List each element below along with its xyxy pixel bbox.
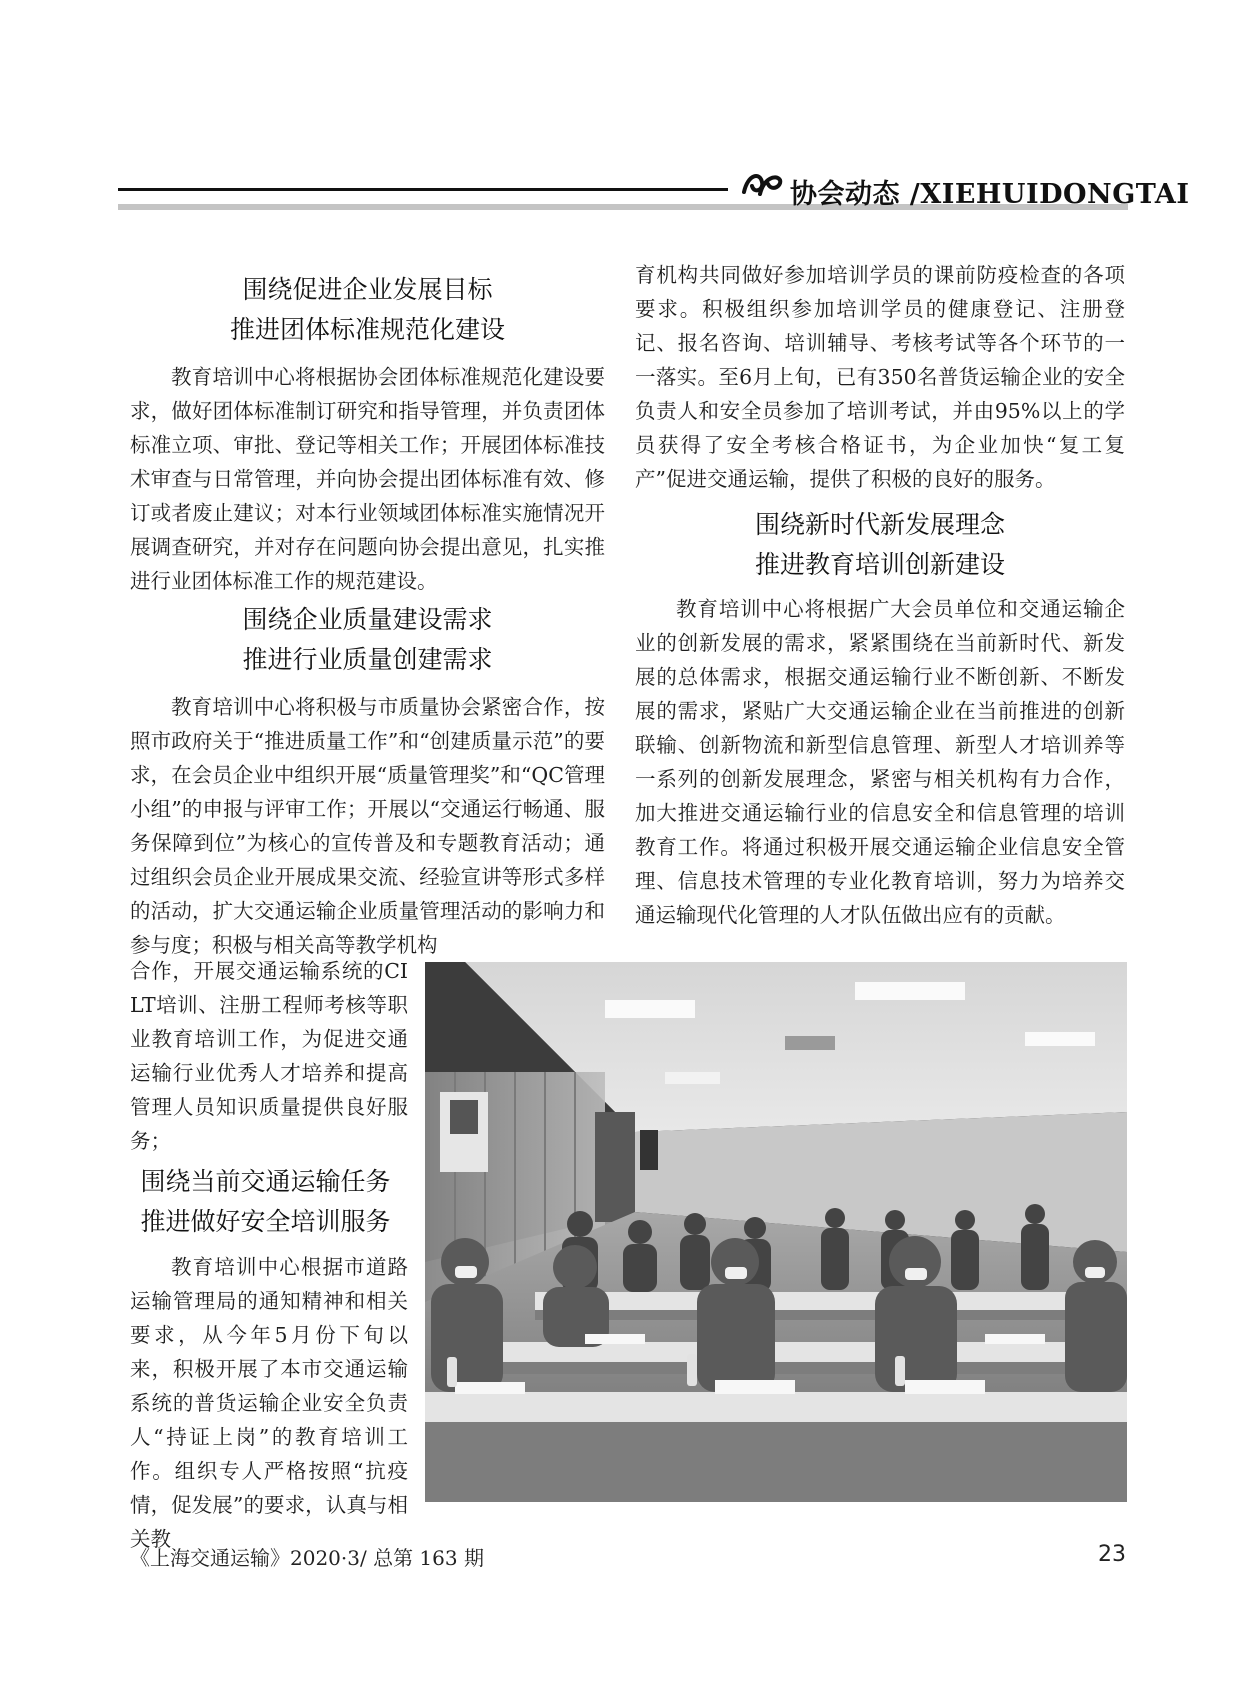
association-logo-icon (740, 170, 784, 198)
section-4-paragraph: 教育培训中心将根据广大会员单位和交通运输企业的创新发展的需求，紧紧围绕在当前新时代、新发展的总体需求，根据交通运输行业不断创新、不断发展的需求，紧贴广大交通运输企业在当前推进的创新联输、创新物流和新型信息管理、新型人才培训养等一系列的创新发展理念，紧密与相关机构有力合作，加大推进交通运输行业的信息安全和信息管理的培训教育工作。将通过积极开展交通运输企业信息安全管理、信息技术管理的专业化教育培训，努力为培养交通运输现代化管理的人才队伍做出应有的贡献。 (635, 597, 1125, 927)
section-4-heading (635, 505, 1125, 585)
section-2-heading (130, 600, 605, 680)
header-rule (118, 188, 728, 191)
section-2-paragraph-continued: 合作，开展交通运输系统的CILT培训、注册工程师考核等职业教育培训工作，为促进交通运输行业优秀人才培养和提高管理人员知识质量提供良好服务； (130, 959, 408, 1153)
section-title: 协会动态 /XIEHUIDONGTAI (790, 179, 1190, 210)
section-2-heading-line-1: 围绕企业质量建设需求 (242, 605, 493, 634)
section-2-paragraph: 教育培训中心将积极与市质量协会紧密合作，按照市政府关于“推进质量工作”和“创建质量示范”的要求，在会员企业中组织开展“质量管理奖”和“QC管理小组”的申报与评审工作；开展以“交通运行畅通、服务保障到位”为核心的宣传普及和专题教育活动；通过组织会员企业开展成果交流、经验宣讲等形式多样的活动，扩大交通运输企业质量管理活动的影响力和参与度；积极与相关高等教学机构 (130, 695, 605, 957)
page-number: 23 (1098, 1542, 1126, 1567)
section-2-heading-line-2: 推进行业质量创建需求 (242, 645, 493, 674)
section-1-heading-line-2: 推进团体标准规范化建设 (229, 315, 505, 344)
journal-issue: 《上海交通运输》2020·3/ 总第 163 期 (130, 1546, 484, 1570)
section-3-heading (118, 1162, 413, 1242)
section-4-heading-line-2: 推进教育培训创新建设 (754, 550, 1005, 579)
section-3-heading-line-2: 推进做好安全培训服务 (140, 1207, 391, 1236)
section-1-paragraph: 教育培训中心将根据协会团体标准规范化建设要求，做好团体标准制订研究和指导管理，并负责团体标准立项、审批、登记等相关工作；开展团体标准技术审查与日常管理，并向协会提出团体标准有效、修订或者废止建议；对本行业领域团体标准实施情况开展调查研究，并对存在问题向协会提出意见，扎实推进行业团体标准工作的规范建设。 (130, 365, 605, 593)
section-4-heading-line-1: 围绕新时代新发展理念 (754, 510, 1005, 539)
section-1-heading (130, 270, 605, 350)
section-3-heading-line-1: 围绕当前交通运输任务 (140, 1167, 391, 1196)
section-1-heading-line-1: 围绕促进企业发展目标 (242, 275, 493, 304)
section-3-paragraph: 教育培训中心根据市道路运输管理局的通知精神和相关要求，从今年5月份下旬以来，积极开展了本市交通运输系统的普货运输企业安全负责人“持证上岗”的教育培训工作。组织专人严格按照“抗疫情，促发展”的要求，认真与相关教 (130, 1255, 408, 1551)
section-3-paragraph-continued: 育机构共同做好参加培训学员的课前防疫检查的各项要求。积极组织参加培训学员的健康登记、注册登记、报名咨询、培训辅导、考核考试等各个环节的一一落实。至6月上旬，已有350名普货运输企业的安全负责人和安全员参加了培训考试，并由95%以上的学员获得了安全考核合格证书，为企业加快“复工复产”促进交通运输，提供了积极的良好的服务。 (635, 263, 1125, 491)
training-classroom-photo (425, 962, 1127, 1502)
